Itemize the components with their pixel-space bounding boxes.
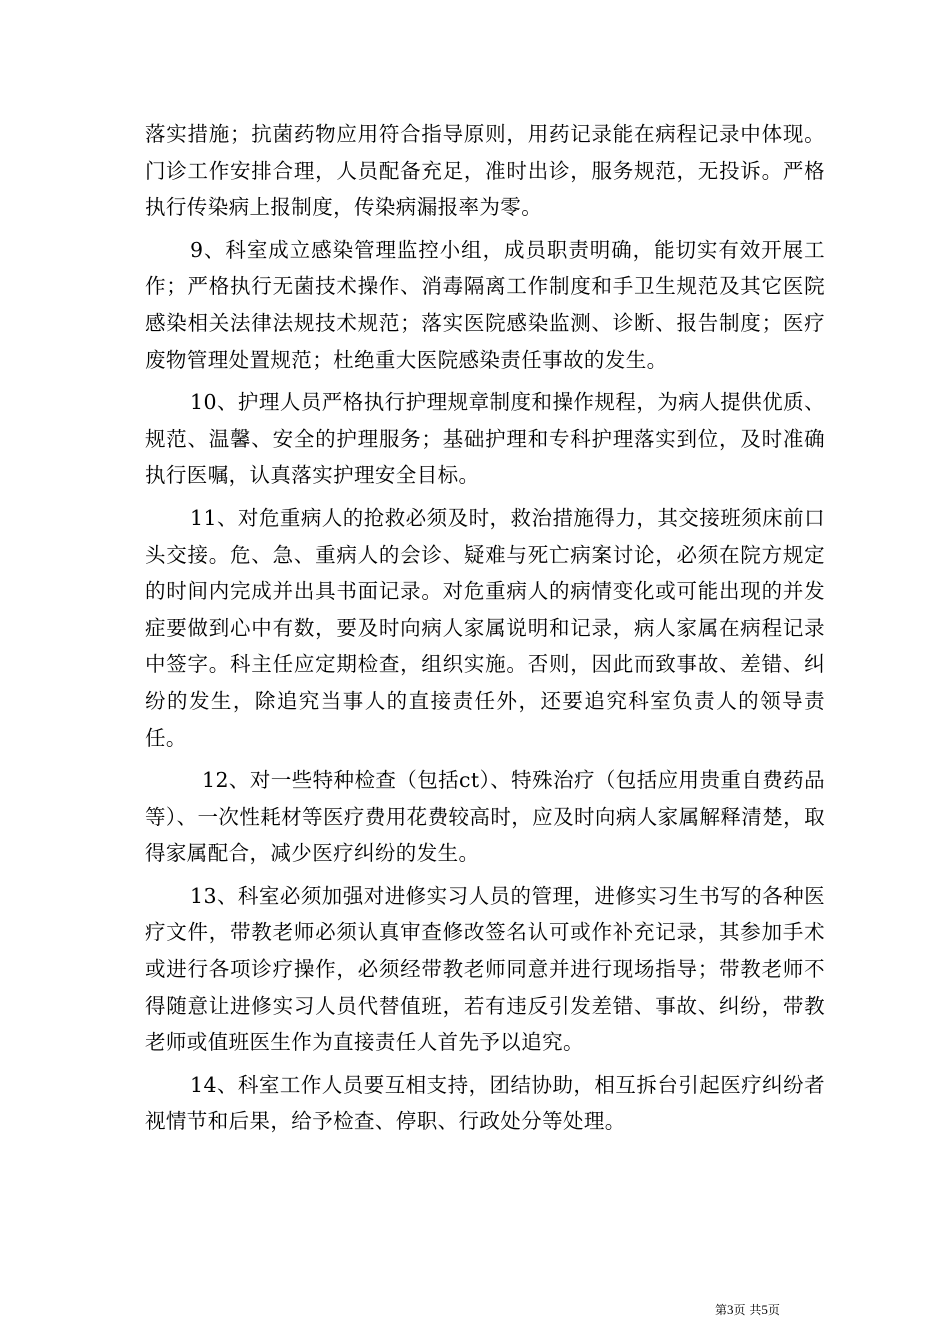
footer-current-page: 3 bbox=[727, 1302, 734, 1317]
paragraph-item-10: 10、护理人员严格执行护理规章制度和操作规程，为病人提供优质、规范、温馨、安全的护理服务；基础护理和专科护理落实到位，及时准确执行医嘱，认真落实护理安全目标。 bbox=[145, 390, 825, 488]
footer-prefix: 第 bbox=[715, 1303, 728, 1317]
paragraph-item-13: 13、科室必须加强对进修实习人员的管理，进修实习生书写的各种医疗文件，带教老师必须认真审查修改签名认可或作补充记录，其参加手术或进行各项诊疗操作，必须经带教老师同意并进行现场指导；带教老师不得随意让进修实习人员代替值班，若有违反引发差错、事故、纠纷，带教老师或值班医生作为直接责任人首先予以追究。 bbox=[145, 883, 825, 1055]
footer-middle: 页 共 bbox=[733, 1303, 762, 1317]
paragraph-item-11: 11、对危重病人的抢救必须及时，救治措施得力，其交接班须床前口头交接。危、急、重病人的会诊、疑难与死亡病案讨论，必须在院方规定的时间内完成并出具书面记录。对危重病人的病情变化或可能出现的并发症要做到心中有数，要及时向病人家属说明和记录，病人家属在病程记录中签字。科主任应定期检查，组织实施。否则，因此而致事故、差错、纠纷的发生，除追究当事人的直接责任外，还要追究科室负责人的领导责任。 bbox=[145, 505, 825, 750]
footer-total-pages: 5 bbox=[761, 1302, 768, 1317]
paragraph-item-12: 12、对一些特种检查（包括ct）、特殊治疗（包括应用贵重自费药品等）、一次性耗材等医疗费用花费较高时，应及时向病人家属解释清楚，取得家属配合，减少医疗纠纷的发生。 bbox=[145, 768, 825, 866]
paragraph-item-9: 9、科室成立感染管理监控小组，成员职责明确，能切实有效开展工作；严格执行无菌技术操作、消毒隔离工作制度和手卫生规范及其它医院感染相关法律法规技术规范；落实医院感染监测、诊断、报告制度；医疗废物管理处置规范；杜绝重大医院感染责任事故的发生。 bbox=[145, 237, 825, 372]
paragraph-item-14: 14、科室工作人员要互相支持，团结协助，相互拆台引起医疗纠纷者视情节和后果，给予检查、停职、行政处分等处理。 bbox=[145, 1072, 825, 1134]
paragraph-continuation: 落实措施；抗菌药物应用符合指导原则，用药记录能在病程记录中体现。门诊工作安排合理，人员配备充足，准时出诊，服务规范，无投诉。严格执行传染病上报制度，传染病漏报率为零。 bbox=[145, 122, 825, 220]
footer-suffix: 页 bbox=[767, 1303, 780, 1317]
document-body bbox=[145, 116, 825, 1140]
page-number-footer bbox=[715, 1302, 780, 1318]
